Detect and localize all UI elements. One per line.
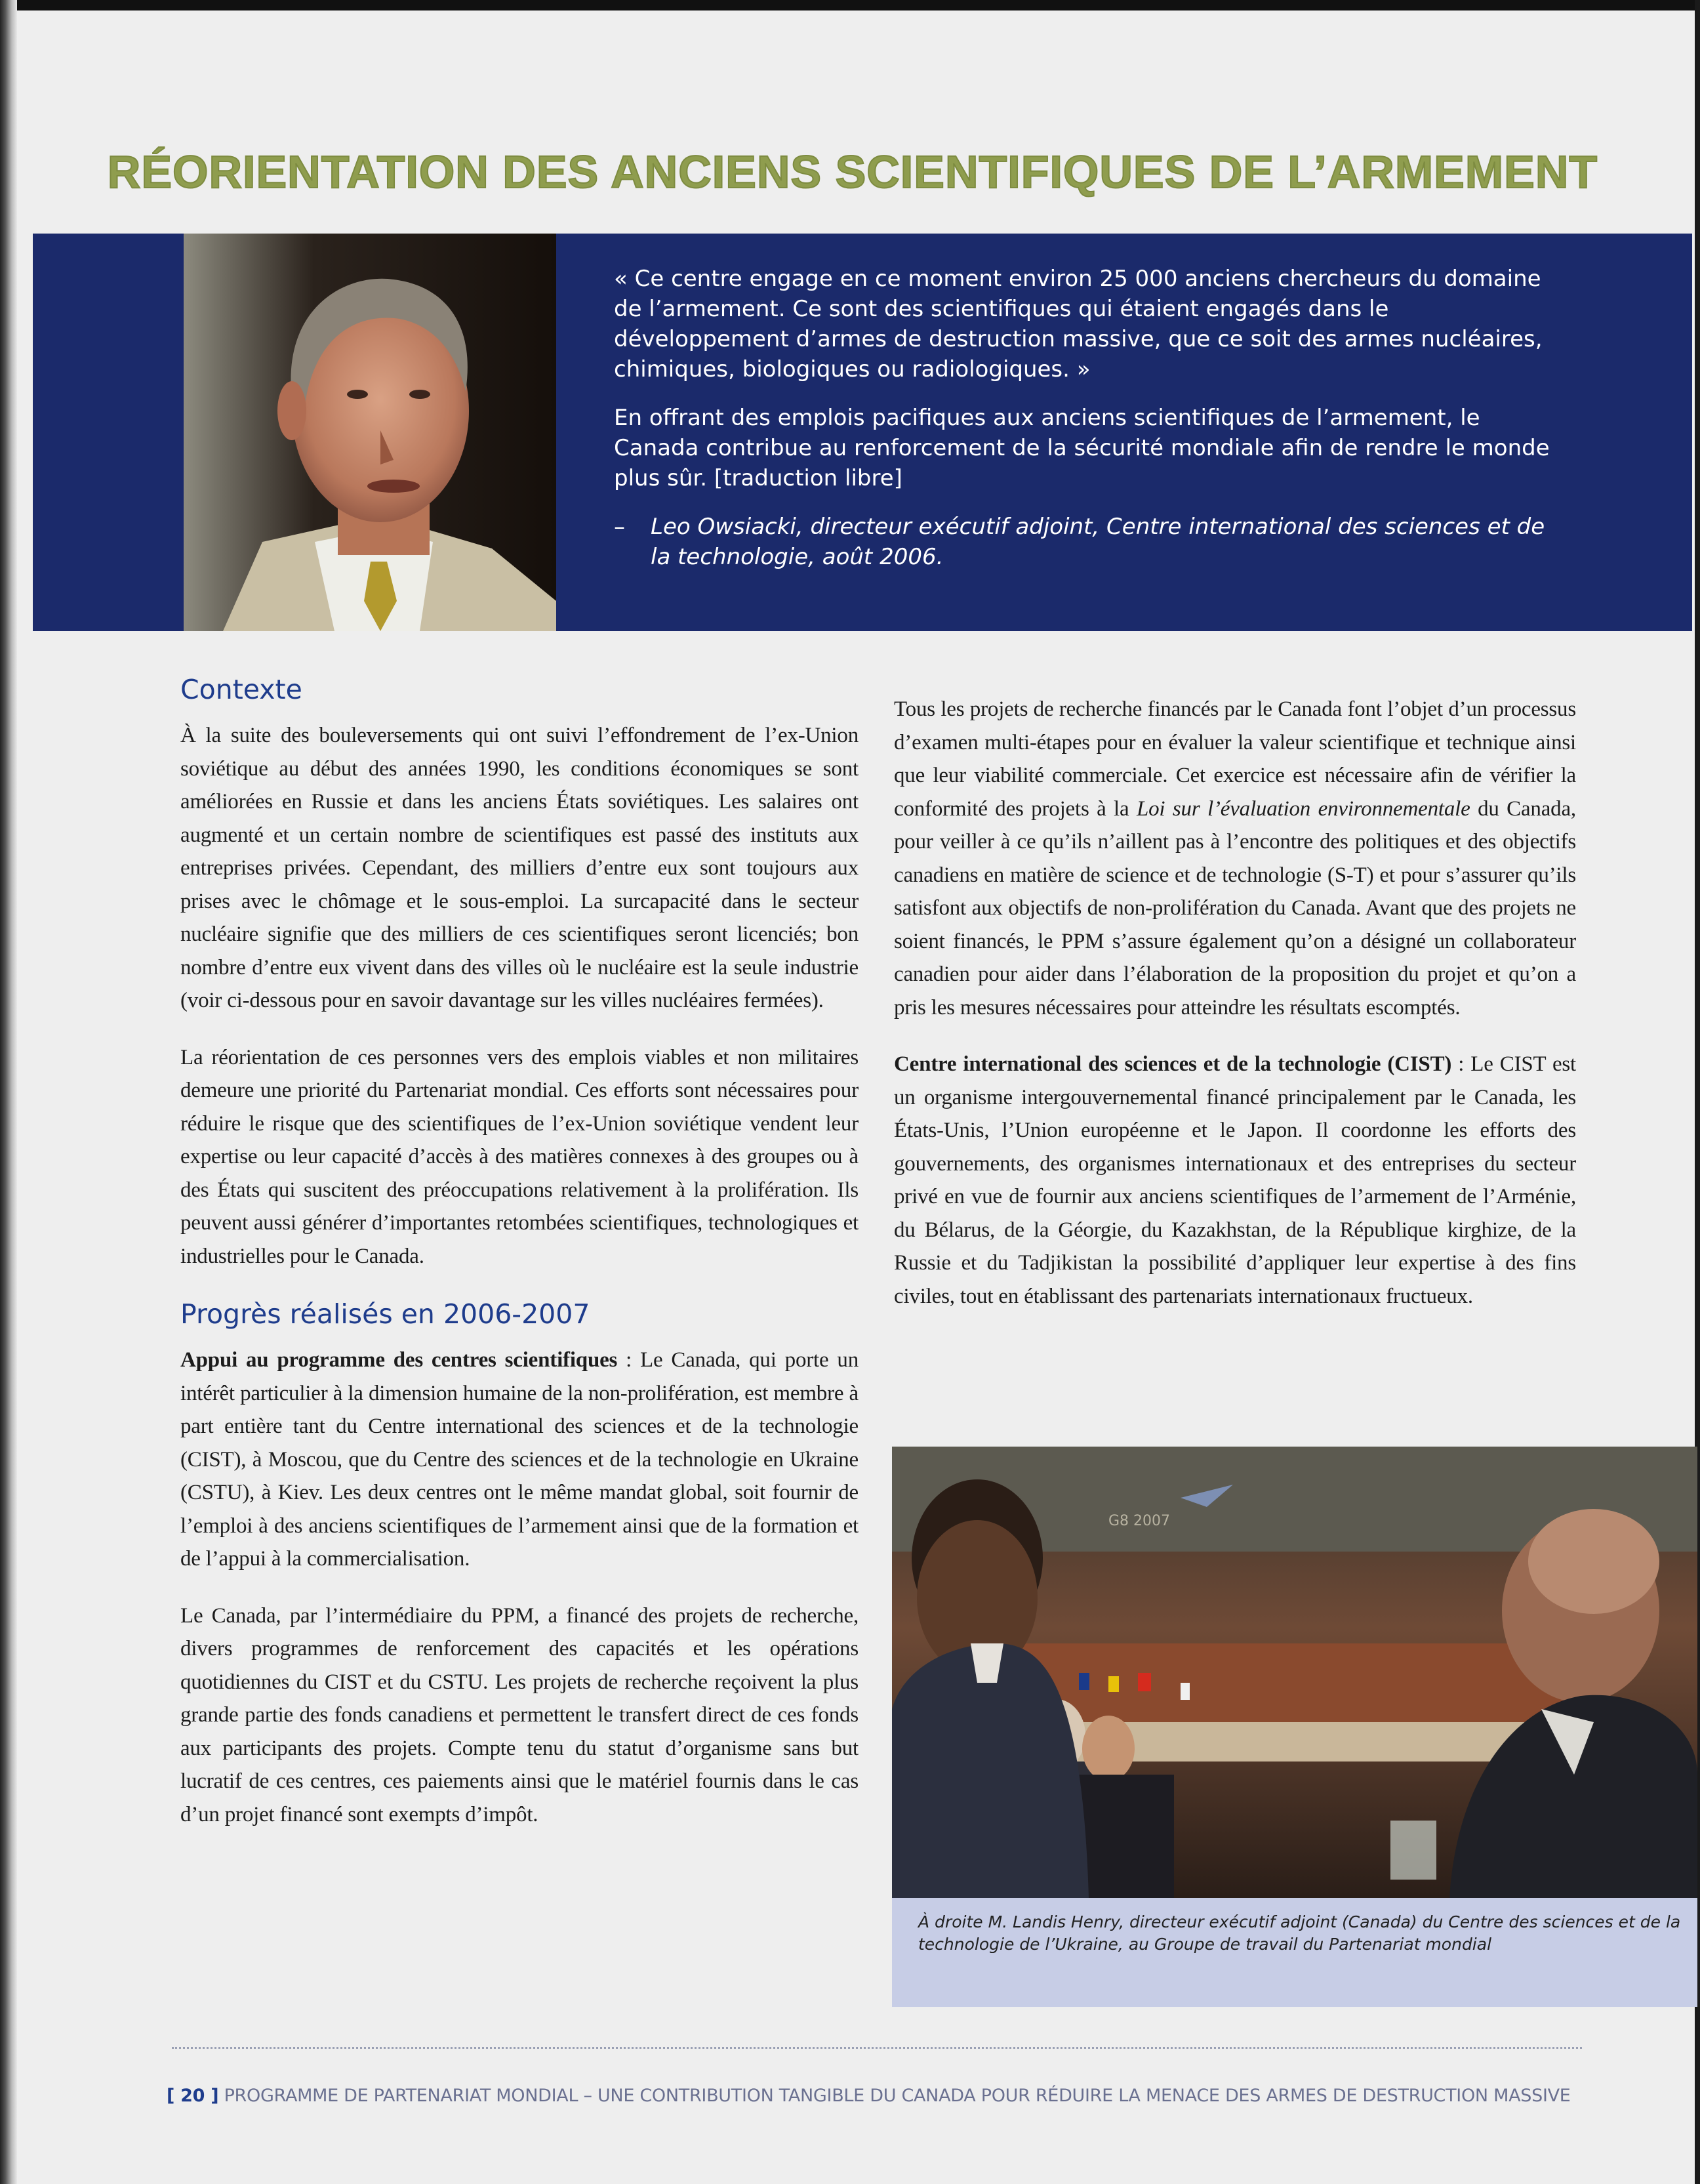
law-title-italic: Loi sur l’évaluation environnementale [1136,796,1470,821]
right-paragraph-1-start: Tous les projets de recherche financés par le Canada font l’objet d’un processus d’examen multi-étapes pour en évaluer la valeur scientifique et technique ainsi que leur viabilité commerciale. Cet exercice est nécessaire afin de vérifier la conformité des projets à la [894,697,1576,821]
progres-paragraph-2: Le Canada, par l’intermédiaire du PPM, a financé des projets de recherche, divers programmes de renforcement des capacités et les opérations quotidiennes du CIST et du CSTU. Les projets de recherche reçoivent la plus grande partie des fonds canadiens et permettent le transfert direct de ces fonds aux participants des projets. Compte tenu du statut d’organisme sans but lucratif de ces centres, ces paiements ainsi que le matériel fournis dans le cas d’un projet financé sont exempts d’impôt. [180,1603,859,1826]
section-heading-progres: Progrès réalisés en 2006-2007 [180,1298,590,1330]
section-heading-contexte: Contexte [180,674,302,705]
right-paragraph-1 [894,693,1576,1024]
left-column [180,672,859,1855]
footer-divider [172,2047,1582,2049]
page-title: RÉORIENTATION DES ANCIENS SCIENTIFIQUES DE L’ARMEMENT [107,146,1598,197]
progres-paragraph-1 [180,1344,859,1576]
photo-caption: À droite M. Landis Henry, directeur exécutif adjoint (Canada) du Centre des sciences et de la technologie de l’Ukraine, au Groupe de travail du Partenariat mondial [892,1898,1697,2007]
cist-lead-bold: Centre international des sciences et de la technologie (CIST) [894,1052,1452,1076]
progres-lead-bold: Appui au programme des centres scientifiques [180,1348,618,1372]
portrait-photo [184,234,556,631]
quote-attribution [614,512,1558,572]
right-column [894,693,1576,1336]
meeting-photo [892,1447,1697,1898]
attribution-text: Leo Owsiacki, directeur exécutif adjoint, Centre international des sciences et de la technologie, août 2006. [651,514,1545,570]
right-paragraph-2-text: : Le CIST est un organisme intergouvernemental financé principalement par le Canada, les États-Unis, l’Union européenne et le Japon. Il coordonne les efforts des gouvernements, des organismes internationaux et des entreprises du secteur privé en vue de fournir aux anciens scientifiques de l’armement de l’Arménie, du Bélarus, de la Géorgie, du Kazakhstan, de la République kirghize, de la Russie et du Tadjikistan la possibilité d’appliquer leur expertise à des fins civiles, tout en établissant des partenariats internationaux fructueux. [894,1052,1577,1308]
right-paragraph-1-end: du Canada, pour veiller à ce qu’ils n’aillent pas à l’encontre des politiques et des objectifs canadiens en matière de science et de technologie (S-T) et pour s’assurer qu’ils satisfont aux objectifs de non-prolifération du Canada. Avant que des projets ne soient financés, le PPM s’assure également qu’on a désigné un collaborateur canadien pour aider dans l’élaboration de la proposition du projet et qu’on a pris les mesures nécessaires pour atteindre les résultats escomptés. [894,796,1576,1020]
progres-paragraph-1-text: : Le Canada, qui porte un intérêt particulier à la dimension humaine de la non-prolifération, est membre à part entière tant du Centre international des sciences et de la technologie (CIST), à Moscou, que du Centre des sciences et de la technologie en Ukraine (CSTU), à Kiev. Les deux centres ont le même mandat global, soit fournir de l’emploi à des anciens scientifiques de l’armement ainsi que de la formation et de l’appui à la commercialisation. [180,1348,859,1571]
quote-block [614,264,1558,590]
footer-text: PROGRAMME DE PARTENARIAT MONDIAL – UNE CONTRIBUTION TANGIBLE DU CANADA POUR RÉDUIRE LA MENACE DES ARMES DE DESTRUCTION MASSIVE [224,2086,1571,2106]
quote-comment: En offrant des emplois pacifiques aux anciens scientifiques de l’armement, le Canada contribue au renforcement de la sécurité mondiale afin de rendre le monde plus sûr. [traduction libre] [614,405,1550,491]
portrait-illustration [184,234,556,631]
page-number: [ 20 ] [167,2086,219,2106]
scan-edge-top [0,0,1700,10]
contexte-paragraph-2: La réorientation de ces personnes vers des emplois viables et non militaires demeure une priorité du Partenariat mondial. Ces efforts sont nécessaires pour réduire le risque que des scientifiques de l’ex-Union soviétique vendent leur expertise ou leur capacité d’accès à des matières connexes à des groupes ou à des États qui suscitent des préoccupations relativement à la prolifération. Ils peuvent aussi générer d’importantes retombées scientifiques, technologiques et industrielles pour le Canada. [180,1045,859,1268]
quote-text: « Ce centre engage en ce moment environ 25 000 anciens chercheurs du domaine de l’armement. Ce sont des scientifiques qui étaient engagés dans le développement d’armes de destruction massive, que ce soit des armes nucléaires, chimiques, biologiques ou radiologiques. » [614,266,1543,382]
scan-binding-shadow [0,0,17,2184]
meeting-illustration [892,1447,1697,1898]
right-paragraph-2 [894,1048,1576,1313]
attribution-dash: – [614,514,625,540]
contexte-paragraph-1: À la suite des bouleversements qui ont suivi l’effondrement de l’ex-Union soviétique au début des années 1990, les conditions économiques se sont améliorées en Russie et dans les anciens États soviétiques. Les salaires ont augmenté et un certain nombre de scientifiques est passé des instituts aux entreprises privées. Cependant, des milliers d’entre eux sont toujours aux prises avec le chômage et le sous-emploi. La surcapacité dans le secteur nucléaire signifie que des milliers de ces scientifiques seront licenciés; bon nombre d’entre eux vivent dans des villes où le nucléaire est la seule industrie (voir ci-dessous pour en savoir davantage sur les villes nucléaires fermées). [180,724,859,1012]
page-footer [167,2086,1688,2106]
g8-sign: G8 2007 [1108,1513,1171,1529]
